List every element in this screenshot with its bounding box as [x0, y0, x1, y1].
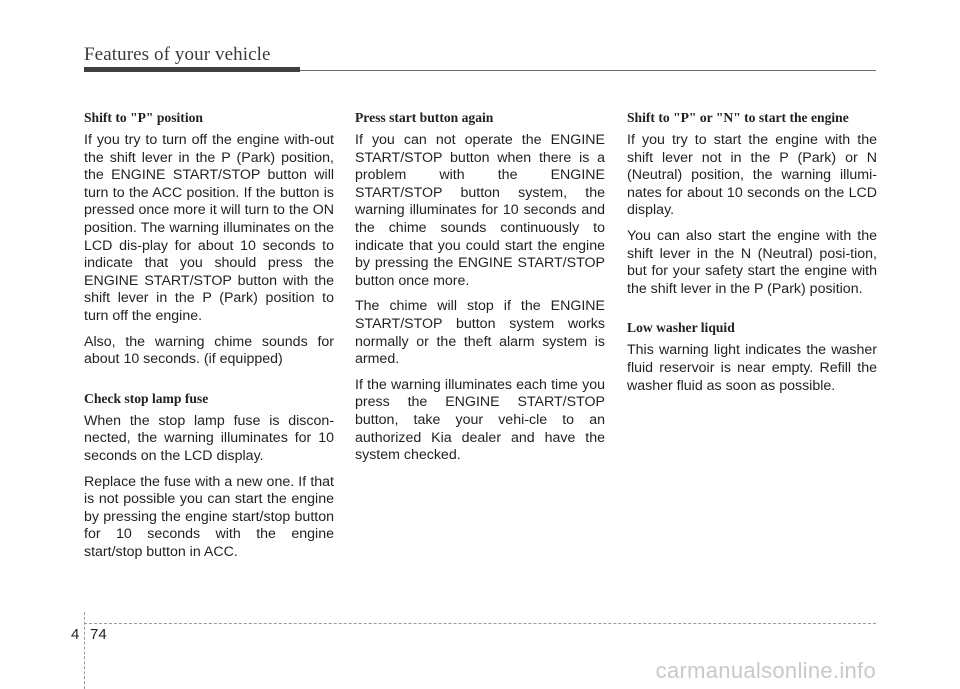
paragraph: If you can not operate the ENGINE START/STOP button when there is a problem with the ENGINE START/STOP button system, the warning illuminates for 10 seconds and the chime sounds continuously to indicate that you could start the engine by pressing the ENGINE START/STOP button once more.: [355, 132, 605, 289]
section-shift-to-p: [84, 110, 334, 369]
paragraph: You can also start the engine with the shift lever in the N (Neutral) posi-tion, but for your safety start the engine with the shift lever in the P (Park) position.: [627, 227, 877, 297]
paragraph: If the warning illuminates each time you press the ENGINE START/STOP button, take your vehi-cle to an authorized Kia dealer and have the system checked.: [355, 376, 605, 464]
section-press-start-button-again: [355, 110, 605, 465]
section-heading: Low washer liquid: [627, 320, 735, 336]
section-heading: Press start button again: [355, 110, 494, 125]
watermark: carmanualsonline.info: [655, 658, 876, 683]
column-2: [355, 110, 605, 473]
paragraph: When the stop lamp fuse is discon-nected, the warning illuminates for 10 seconds on the LCD display.: [84, 412, 334, 464]
paragraph: If you try to turn off the engine with-out the shift lever in the P (Park) position, the ENGINE START/STOP button will turn to the ACC position. If the button is pressed once more it will turn to the ON position. The warning illuminates on the LCD dis-play for about 10 seconds to indicate that you should press the ENGINE START/STOP button with the shift lever in the P (Park) position to turn off the engine.: [84, 132, 334, 324]
chapter-number: 4: [71, 626, 80, 643]
section-shift-to-p-or-n: [627, 110, 877, 298]
header-rule-thin: [300, 70, 876, 71]
page-title: Features of your vehicle: [84, 44, 271, 65]
section-heading: Shift to "P" position: [84, 110, 203, 125]
paragraph: Also, the warning chime sounds for about 10 seconds. (if equipped): [84, 333, 334, 368]
section-heading: Shift to "P" or "N" to start the engine: [627, 110, 849, 125]
footer-rule: [84, 623, 876, 624]
column-3: [627, 110, 877, 403]
paragraph: The chime will stop if the ENGINE START/STOP button system works normally or the theft alarm system is armed.: [355, 298, 605, 368]
page-number: 74: [90, 626, 107, 643]
column-1: [84, 110, 334, 569]
section-low-washer-liquid: [627, 320, 877, 395]
paragraph: Replace the fuse with a new one. If that is not possible you can start the engine by pressing the engine start/stop button for 10 seconds with the engine start/stop button in ACC.: [84, 473, 334, 560]
section-heading: Check stop lamp fuse: [84, 390, 209, 406]
footer-divider: [84, 612, 85, 689]
paragraph: This warning light indicates the washer fluid reservoir is near empty. Refill the washer fluid as soon as possible.: [627, 342, 877, 394]
section-check-stop-lamp-fuse: [84, 391, 334, 562]
paragraph: If you try to start the engine with the shift lever not in the P (Park) or N (Neutral) position, the warning illumi-nates for about 10 seconds on the LCD display.: [627, 132, 877, 219]
header-rule-thick: [84, 67, 300, 72]
